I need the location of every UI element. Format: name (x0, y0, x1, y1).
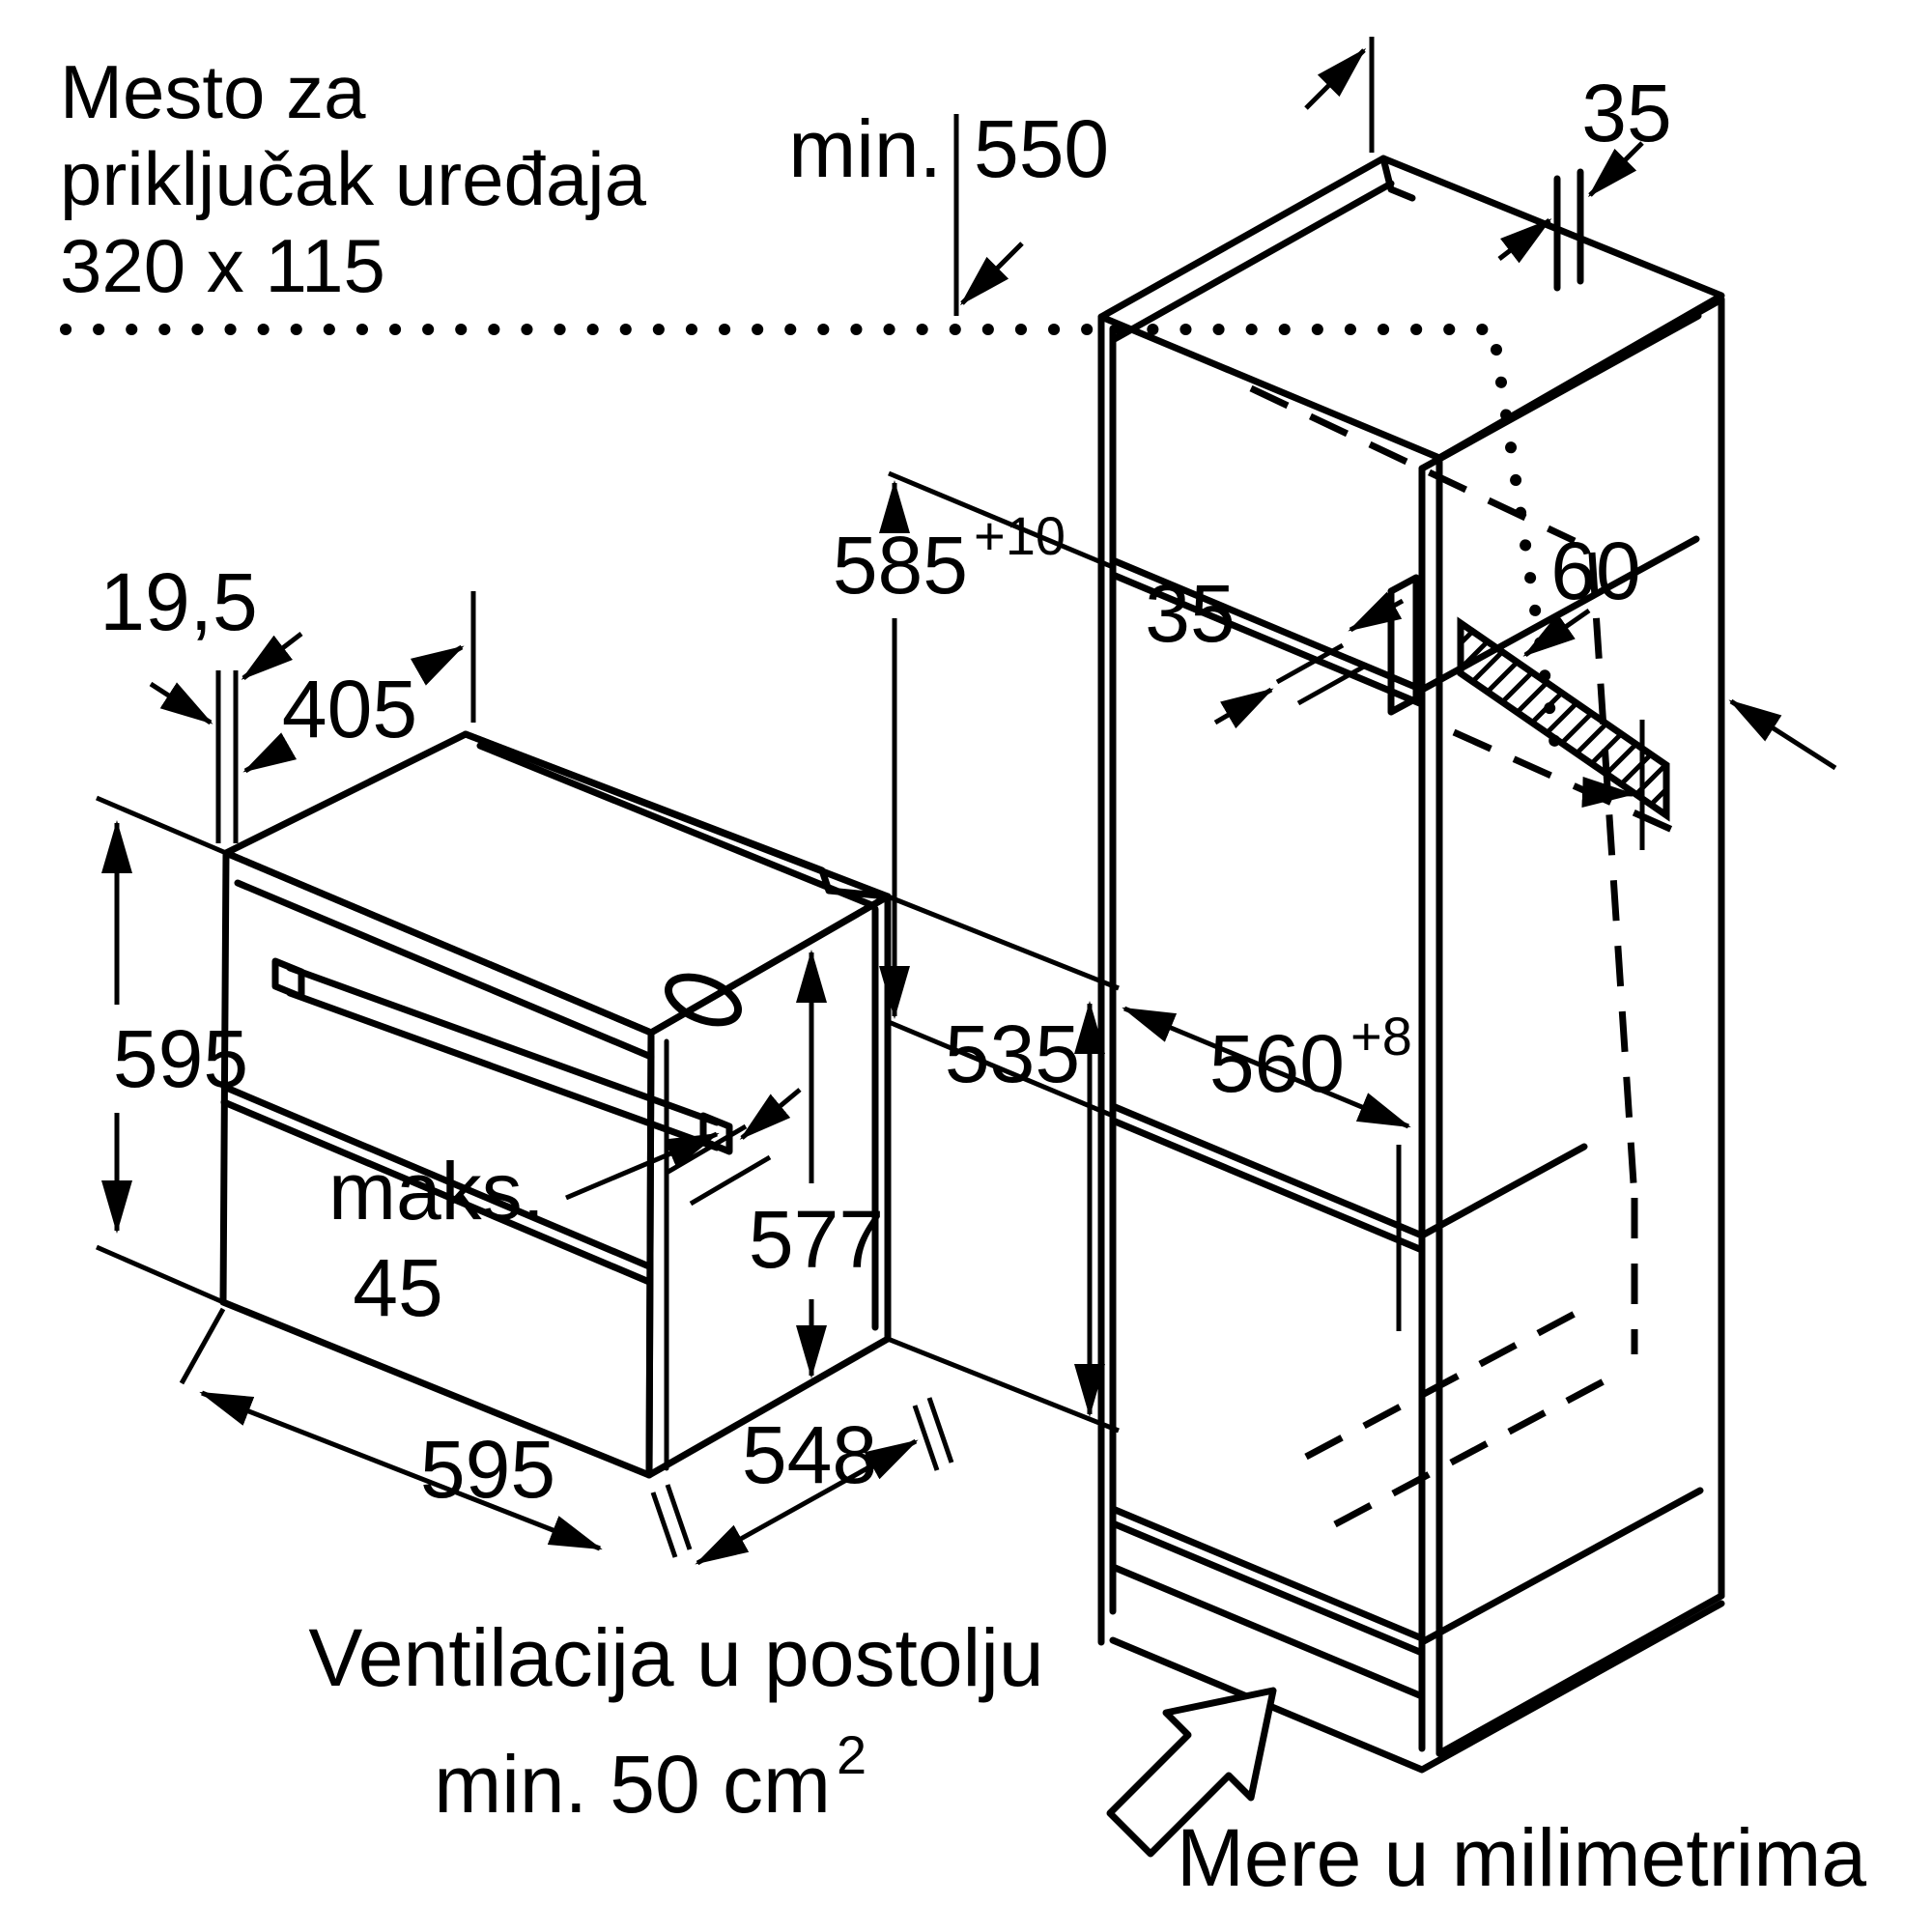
title-line3: 320 x 115 (60, 223, 385, 308)
niche-width-label: 560 (1208, 1018, 1345, 1109)
batten-arrow-2 (1582, 792, 1633, 794)
ventilation-note-line1: Ventilacija u postolju (308, 1612, 1044, 1703)
units-note: Mere u milimetrima (1176, 1812, 1867, 1903)
height-label: 595 (112, 1013, 249, 1104)
ventilation-note-line2: min. 50 cm (434, 1739, 831, 1830)
batten-label: 60 (1550, 526, 1641, 616)
ventilation-note-sup: 2 (837, 1724, 867, 1785)
min-depth-value: 550 (974, 103, 1110, 194)
rear-gap-label: 35 (1145, 568, 1236, 659)
top-depth-label: 405 (281, 664, 418, 754)
title-line2: priključak uređaja (60, 136, 646, 221)
niche-height-label: 585 (832, 520, 968, 611)
niche-height-tolerance: +10 (974, 505, 1065, 566)
door-gap-label: 19,5 (99, 556, 258, 647)
side-height-label: 535 (944, 1009, 1081, 1099)
title-line1: Mesto za (60, 49, 366, 134)
handle-max-label: maks. (327, 1146, 546, 1236)
depth-label: 548 (741, 1409, 878, 1500)
handle-max-value: 45 (353, 1242, 443, 1333)
top-gap-label: 35 (1581, 68, 1672, 158)
body-height-label: 577 (748, 1194, 885, 1285)
min-depth-label: min. (788, 103, 942, 194)
niche-width-tolerance: +8 (1350, 1006, 1412, 1066)
width-label: 595 (419, 1424, 556, 1515)
